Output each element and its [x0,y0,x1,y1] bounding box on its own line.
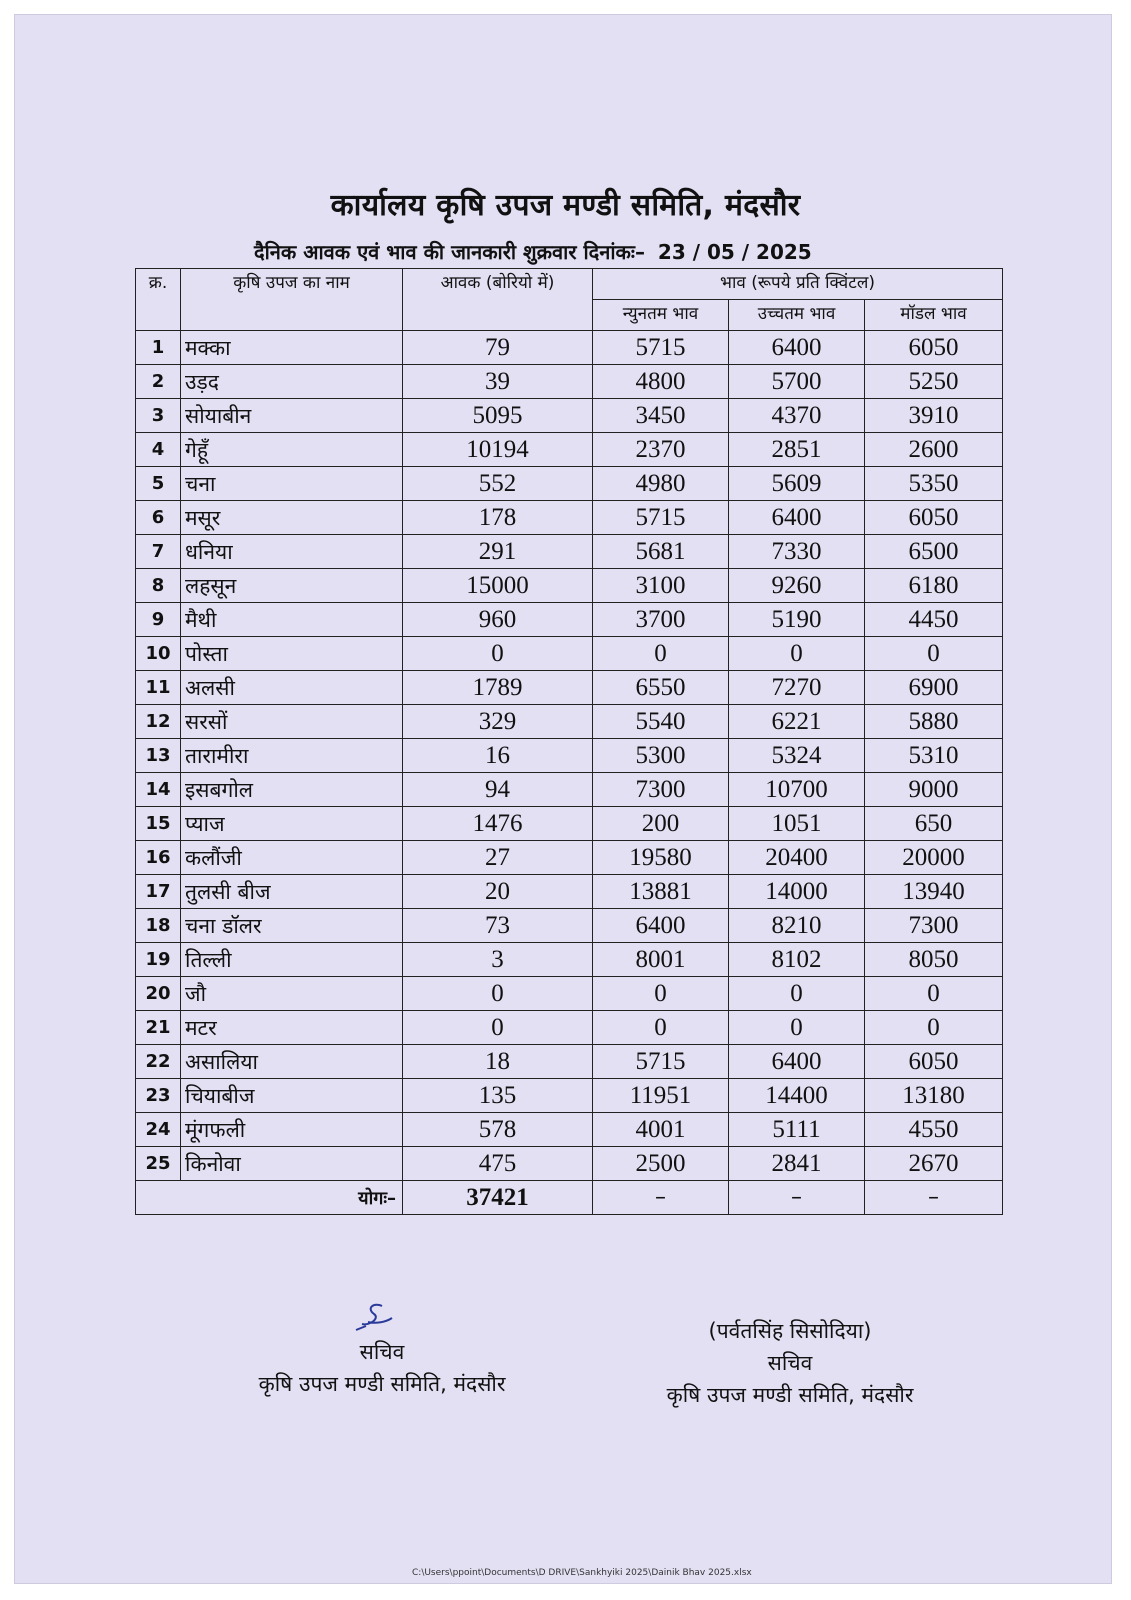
table-row [136,943,1003,977]
row-sr: 24 [136,1113,181,1147]
row-sr: 6 [136,501,181,535]
row-arrival: 1789 [403,671,593,705]
row-min-price: 4800 [593,365,729,399]
row-modal-price: 6900 [865,671,1003,705]
row-arrival: 18 [403,1045,593,1079]
row-sr: 7 [136,535,181,569]
row-sr: 10 [136,637,181,671]
row-crop-name: गेहूँ [181,433,403,467]
row-min-price: 6550 [593,671,729,705]
row-sr: 22 [136,1045,181,1079]
table-row [136,705,1003,739]
row-arrival: 16 [403,739,593,773]
row-crop-name: तुलसी बीज [181,875,403,909]
row-arrival: 135 [403,1079,593,1113]
row-crop-name: चियाबीज [181,1079,403,1113]
row-arrival: 178 [403,501,593,535]
table-row [136,501,1003,535]
row-crop-name: जौ [181,977,403,1011]
signature-right-org: कृषि उपज मण्डी समिति, मंदसौर [666,1383,914,1407]
table-row [136,807,1003,841]
table-row [136,1113,1003,1147]
table-row [136,773,1003,807]
row-crop-name: कलौंजी [181,841,403,875]
header-price-group: भाव (रूपये प्रति क्विंटल) [593,269,1003,300]
row-arrival: 10194 [403,433,593,467]
row-crop-name: प्याज [181,807,403,841]
row-min-price: 5540 [593,705,729,739]
row-min-price: 7300 [593,773,729,807]
row-min-price: 19580 [593,841,729,875]
row-min-price: 8001 [593,943,729,977]
row-arrival: 5095 [403,399,593,433]
table-row [136,637,1003,671]
row-min-price: 200 [593,807,729,841]
row-crop-name: अलसी [181,671,403,705]
row-arrival: 0 [403,1011,593,1045]
row-arrival: 0 [403,977,593,1011]
row-crop-name: मैथी [181,603,403,637]
row-min-price: 6400 [593,909,729,943]
row-max-price: 4370 [729,399,865,433]
row-crop-name: तिल्ली [181,943,403,977]
row-modal-price: 6050 [865,331,1003,365]
page-title: कार्यालय कृषि उपज मण्डी समिति, मंदसौर [330,188,801,223]
row-max-price: 5190 [729,603,865,637]
row-max-price: 2841 [729,1147,865,1181]
header-arrival: आवक (बोरियो में) [403,269,593,331]
row-sr: 8 [136,569,181,603]
row-arrival: 27 [403,841,593,875]
row-min-price: 5300 [593,739,729,773]
header-crop-name: कृषि उपज का नाम [181,269,403,331]
row-min-price: 4980 [593,467,729,501]
table-row [136,1011,1003,1045]
row-max-price: 0 [729,637,865,671]
row-max-price: 6221 [729,705,865,739]
row-max-price: 5700 [729,365,865,399]
row-modal-price: 0 [865,977,1003,1011]
row-arrival: 79 [403,331,593,365]
table-row [136,1147,1003,1181]
row-arrival: 15000 [403,569,593,603]
row-modal-price: 2600 [865,433,1003,467]
row-modal-price: 3910 [865,399,1003,433]
row-sr: 18 [136,909,181,943]
row-crop-name: चना डॉलर [181,909,403,943]
row-min-price: 5715 [593,501,729,535]
row-min-price: 0 [593,977,729,1011]
table-body [136,331,1003,1181]
file-path-footer: C:\Users\ppoint\Documents\D DRIVE\Sankhyiki 2025\Dainik Bhav 2025.xlsx [412,1568,752,1578]
signature-left-org: कृषि उपज मण्डी समिति, मंदसौर [258,1372,506,1396]
row-modal-price: 13940 [865,875,1003,909]
total-modal: – [865,1181,1003,1215]
row-crop-name: धनिया [181,535,403,569]
header-sr: क्र. [136,269,181,331]
table-row [136,875,1003,909]
row-crop-name: मसूर [181,501,403,535]
row-max-price: 0 [729,1011,865,1045]
row-sr: 9 [136,603,181,637]
signature-right-designation: सचिव [767,1351,813,1375]
row-crop-name: मटर [181,1011,403,1045]
row-crop-name: तारामीरा [181,739,403,773]
row-modal-price: 8050 [865,943,1003,977]
row-sr: 1 [136,331,181,365]
table-row [136,671,1003,705]
row-modal-price: 5350 [865,467,1003,501]
row-crop-name: सरसों [181,705,403,739]
row-max-price: 14000 [729,875,865,909]
row-modal-price: 6180 [865,569,1003,603]
row-crop-name: किनोवा [181,1147,403,1181]
row-crop-name: पोस्ता [181,637,403,671]
row-arrival: 0 [403,637,593,671]
row-min-price: 5715 [593,1045,729,1079]
row-min-price: 0 [593,1011,729,1045]
row-max-price: 14400 [729,1079,865,1113]
row-min-price: 3100 [593,569,729,603]
row-crop-name: असालिया [181,1045,403,1079]
row-arrival: 578 [403,1113,593,1147]
table-row [136,1079,1003,1113]
row-max-price: 2851 [729,433,865,467]
total-label: योगः– [136,1181,403,1215]
table-row [136,399,1003,433]
total-min: – [593,1181,729,1215]
table-row [136,909,1003,943]
row-sr: 3 [136,399,181,433]
row-crop-name: इसबगोल [181,773,403,807]
row-max-price: 9260 [729,569,865,603]
row-max-price: 20400 [729,841,865,875]
total-arrival: 37421 [403,1181,593,1215]
row-sr: 19 [136,943,181,977]
row-max-price: 8102 [729,943,865,977]
row-sr: 23 [136,1079,181,1113]
row-arrival: 960 [403,603,593,637]
signature-right-name: (पर्वतसिंह सिसोदिया) [708,1319,872,1343]
row-min-price: 5681 [593,535,729,569]
row-arrival: 94 [403,773,593,807]
header-modal-price: मॉडल भाव [865,300,1003,331]
row-arrival: 39 [403,365,593,399]
row-modal-price: 5310 [865,739,1003,773]
row-sr: 17 [136,875,181,909]
row-modal-price: 5880 [865,705,1003,739]
row-crop-name: लहसून [181,569,403,603]
row-modal-price: 0 [865,1011,1003,1045]
row-arrival: 552 [403,467,593,501]
row-sr: 25 [136,1147,181,1181]
row-crop-name: उड़द [181,365,403,399]
row-modal-price: 13180 [865,1079,1003,1113]
row-arrival: 291 [403,535,593,569]
table-row [136,331,1003,365]
row-modal-price: 2670 [865,1147,1003,1181]
row-modal-price: 6050 [865,1045,1003,1079]
table-row [136,1045,1003,1079]
table-row [136,841,1003,875]
row-modal-price: 6500 [865,535,1003,569]
subtitle-text: दैनिक आवक एवं भाव की जानकारी शुक्रवार दिनांकः– [254,240,645,264]
row-crop-name: सोयाबीन [181,399,403,433]
row-min-price: 13881 [593,875,729,909]
row-max-price: 1051 [729,807,865,841]
header-min-price: न्युनतम भाव [593,300,729,331]
table-row [136,603,1003,637]
row-modal-price: 650 [865,807,1003,841]
row-sr: 5 [136,467,181,501]
row-sr: 11 [136,671,181,705]
row-modal-price: 4450 [865,603,1003,637]
table-row [136,535,1003,569]
row-max-price: 6400 [729,501,865,535]
row-min-price: 0 [593,637,729,671]
row-min-price: 3700 [593,603,729,637]
row-max-price: 8210 [729,909,865,943]
total-max: – [729,1181,865,1215]
mandi-rates-table [135,268,1003,1215]
row-modal-price: 7300 [865,909,1003,943]
row-crop-name: मूंगफली [181,1113,403,1147]
row-sr: 14 [136,773,181,807]
row-arrival: 329 [403,705,593,739]
row-max-price: 10700 [729,773,865,807]
row-min-price: 2370 [593,433,729,467]
row-min-price: 4001 [593,1113,729,1147]
table-row [136,467,1003,501]
total-row [136,1181,1003,1215]
row-max-price: 5609 [729,467,865,501]
row-crop-name: मक्का [181,331,403,365]
row-sr: 21 [136,1011,181,1045]
table-row [136,433,1003,467]
row-sr: 16 [136,841,181,875]
row-max-price: 7270 [729,671,865,705]
row-sr: 4 [136,433,181,467]
row-sr: 15 [136,807,181,841]
row-crop-name: चना [181,467,403,501]
row-arrival: 1476 [403,807,593,841]
row-min-price: 3450 [593,399,729,433]
report-date: 23 / 05 / 2025 [657,240,812,264]
page-subtitle [254,238,904,265]
row-max-price: 6400 [729,1045,865,1079]
row-min-price: 11951 [593,1079,729,1113]
row-min-price: 5715 [593,331,729,365]
row-sr: 2 [136,365,181,399]
row-modal-price: 0 [865,637,1003,671]
header-max-price: उच्चतम भाव [729,300,865,331]
row-arrival: 3 [403,943,593,977]
row-modal-price: 9000 [865,773,1003,807]
table-row [136,365,1003,399]
row-sr: 20 [136,977,181,1011]
row-sr: 13 [136,739,181,773]
row-sr: 12 [136,705,181,739]
row-modal-price: 20000 [865,841,1003,875]
row-max-price: 5324 [729,739,865,773]
handwritten-signature [222,1300,542,1336]
row-arrival: 73 [403,909,593,943]
row-modal-price: 4550 [865,1113,1003,1147]
table-row [136,739,1003,773]
table-row [136,977,1003,1011]
row-max-price: 6400 [729,331,865,365]
signature-block-left [222,1300,542,1400]
signature-block-right [640,1315,940,1411]
row-max-price: 7330 [729,535,865,569]
row-modal-price: 5250 [865,365,1003,399]
row-max-price: 0 [729,977,865,1011]
row-min-price: 2500 [593,1147,729,1181]
row-max-price: 5111 [729,1113,865,1147]
signature-left-designation: सचिव [359,1340,405,1364]
row-modal-price: 6050 [865,501,1003,535]
row-arrival: 20 [403,875,593,909]
row-arrival: 475 [403,1147,593,1181]
table-row [136,569,1003,603]
